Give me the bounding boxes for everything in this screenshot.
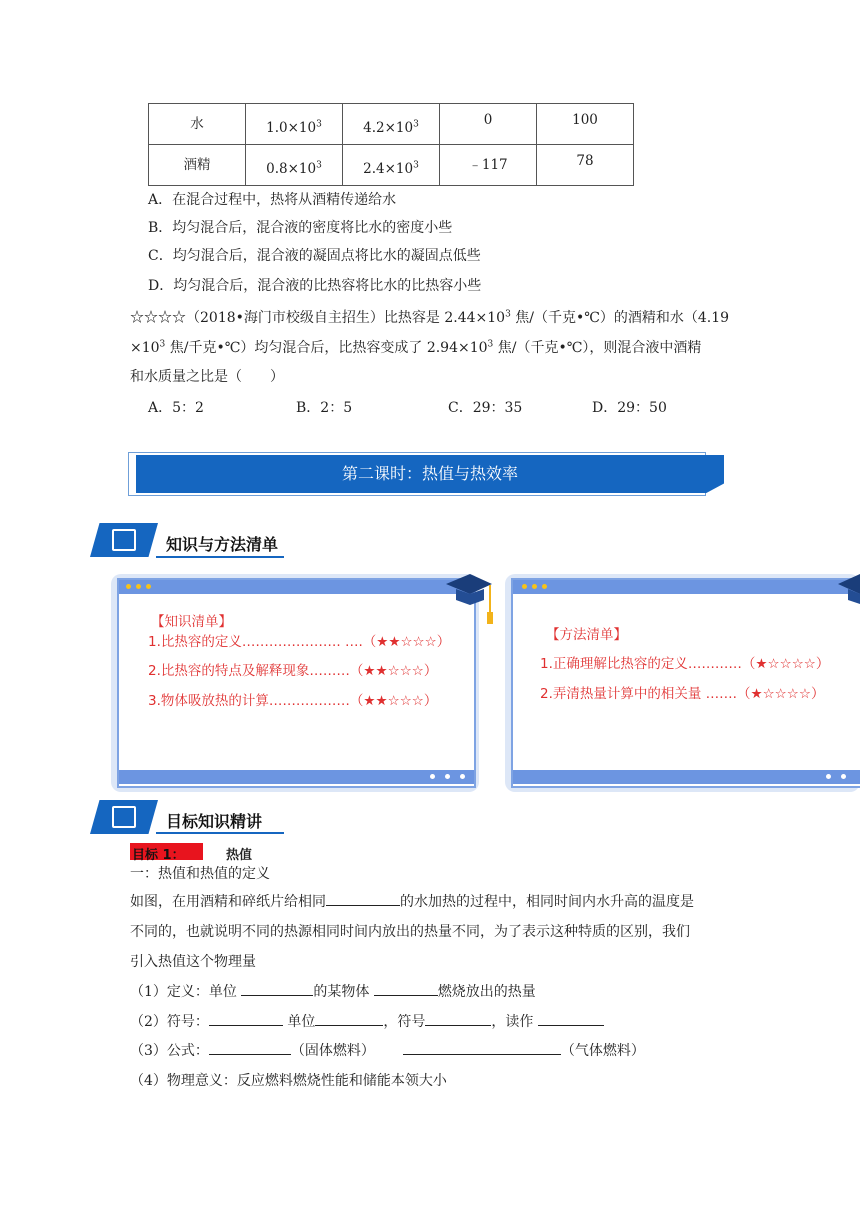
table-cell: $2.4\times 10^3$ — [363, 160, 419, 177]
subheading: 一：热值和热值的定义 — [130, 866, 270, 882]
properties-table — [148, 103, 634, 186]
graduation-cap-icon — [444, 570, 494, 628]
table-row — [149, 145, 634, 186]
dot-icon — [445, 774, 450, 779]
list-item: 1.比热容的定义…………………. ….（★★☆☆☆） — [148, 634, 451, 650]
lesson-title: 第二课时：热值与热效率 — [341, 464, 518, 483]
table-cell: 水 — [190, 116, 204, 132]
card-footer — [119, 770, 474, 784]
meaning-line: （4）物理意义：反应燃料燃烧性能和储能本领大小 — [130, 1073, 447, 1089]
option-c: C．均匀混合后，混合液的凝固点将比水的凝固点低些 — [148, 248, 481, 264]
table-cell: 酒精 — [183, 157, 211, 173]
dot-icon — [522, 584, 527, 589]
option-b: B．2：5 — [296, 400, 353, 416]
dot-icon — [126, 584, 131, 589]
card-heading: 【知识清单】 — [151, 614, 232, 630]
question-line: $\times 10^3$ 焦/千克•℃）均匀混合后，比热容变成了 $2.94\times 10^3$ 焦/（千克•℃），则混合液中酒精 — [130, 339, 702, 356]
question-line: 和水质量之比是（ ） — [130, 369, 284, 385]
option-b: B．均匀混合后，混合液的密度将比水的密度小些 — [148, 220, 453, 236]
section-title: 知识与方法清单 — [166, 535, 279, 554]
table-cell: 0 — [483, 112, 493, 128]
section-underline — [156, 556, 284, 558]
section-underline — [156, 832, 284, 834]
list-item: 3.物体吸放热的计算………………（★★☆☆☆） — [148, 693, 438, 709]
table-cell: ﹣117 — [468, 157, 508, 173]
target-title: 热值 — [226, 848, 253, 863]
dot-icon — [460, 774, 465, 779]
section-title: 目标知识精讲 — [166, 812, 263, 831]
table-cell: 100 — [572, 112, 598, 128]
dot-icon — [532, 584, 537, 589]
option-c: C．29：35 — [448, 400, 523, 416]
table-cell: $4.2\times 10^3$ — [363, 119, 419, 136]
list-item: 2.弄清热量计算中的相关量 …….（★☆☆☆☆） — [540, 686, 825, 702]
dot-icon — [826, 774, 831, 779]
card-heading: 【方法清单】 — [546, 627, 627, 643]
option-a: A．5：2 — [148, 400, 204, 416]
option-a: A．在混合过程中，热将从酒精传递给水 — [148, 192, 397, 208]
symbol-line: （2）符号： 单位 ，符号 ，读作 — [130, 1011, 604, 1031]
notepad-icon — [90, 800, 158, 834]
notepad-icon — [90, 523, 158, 557]
option-d: D．均匀混合后，混合液的比热容将比水的比热容小些 — [148, 278, 482, 294]
option-d: D．29：50 — [592, 400, 667, 416]
card-header — [119, 580, 474, 594]
table-row — [149, 104, 634, 145]
formula-line: （3）公式： （固体燃料） （气体燃料） — [130, 1040, 645, 1060]
definition-line: （1）定义：单位 的某物体 燃烧放出的热量 — [130, 981, 536, 1001]
dot-icon — [136, 584, 141, 589]
graduation-cap-icon — [836, 570, 860, 610]
dot-icon — [430, 774, 435, 779]
dot-icon — [146, 584, 151, 589]
list-item: 1.正确理解比热容的定义…………（★☆☆☆☆） — [540, 656, 830, 672]
table-cell: 78 — [576, 153, 594, 169]
dot-icon — [841, 774, 846, 779]
paragraph-line: 如图，在用酒精和碎纸片给相同 的水加热的过程中，相同时间内水升高的温度是 — [130, 891, 694, 911]
list-item: 2.比热容的特点及解释现象………（★★☆☆☆） — [148, 663, 438, 679]
table-cell: $0.8\times 10^3$ — [266, 160, 322, 177]
paragraph-line: 引入热值这个物理量 — [130, 954, 256, 970]
paragraph-line: 不同的，也就说明不同的热源相同时间内放出的热量不同，为了表示这种特质的区别，我们 — [130, 924, 690, 940]
card-header — [513, 580, 860, 594]
table-cell: $1.0\times 10^3$ — [266, 119, 322, 136]
card-footer — [513, 770, 860, 784]
target-label: 目标 1： — [132, 848, 185, 863]
dot-icon — [542, 584, 547, 589]
question-line: ☆☆☆☆（2018•海门市校级自主招生）比热容是 $2.44\times 10^3$ 焦/（千克•℃）的酒精和水（4.19 — [130, 309, 730, 326]
